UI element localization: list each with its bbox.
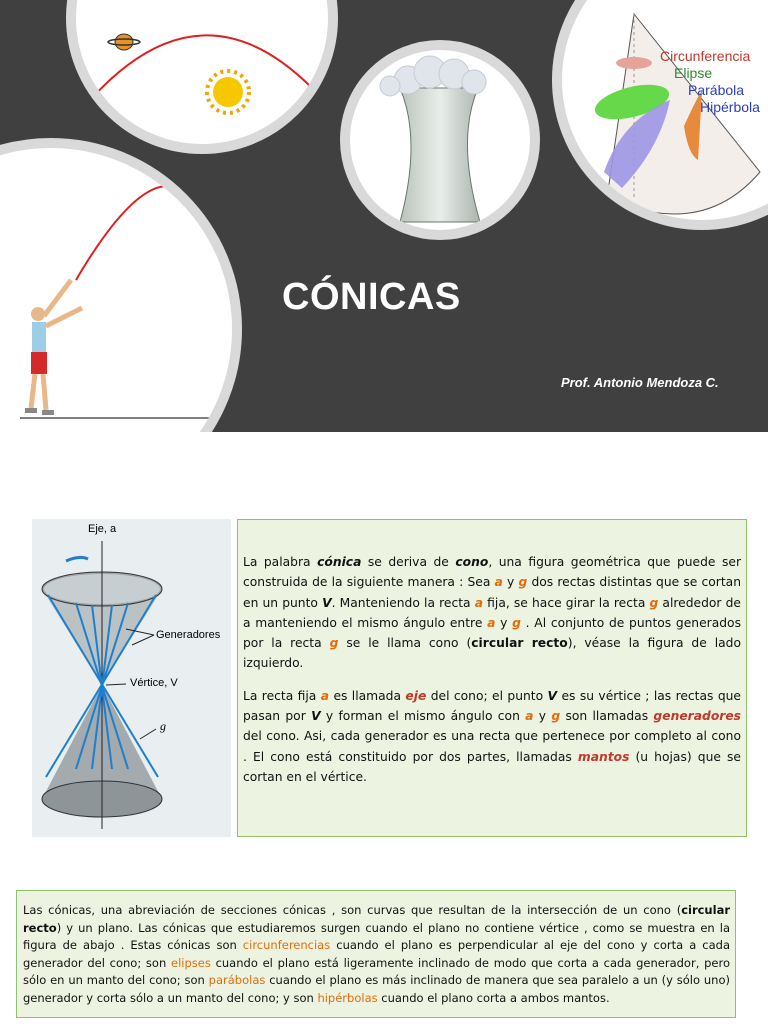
conic-sections-illustration [552, 0, 768, 230]
author-name: Prof. Antonio Mendoza C. [561, 375, 719, 390]
ellipse-label: Elipse [674, 65, 713, 81]
page-title: CÓNICAS [282, 276, 461, 318]
sun-icon [207, 71, 249, 113]
axis-label: Eje, a [88, 523, 117, 535]
hyperbola-label: Hipérbola [700, 99, 760, 115]
parabola-label: Parábola [688, 82, 745, 98]
circle-label: Circunferencia [660, 48, 751, 64]
thrower-icon [0, 148, 232, 432]
definition-box [237, 519, 747, 837]
planet-orbit-icon [76, 0, 328, 144]
vertex-label: Vértice, V [130, 677, 178, 689]
definition-paragraph-1: La palabra cónica se deriva de cono, una figura geométrica que puede ser construida de la siguiente manera : Sea a y g dos rectas distintas que se cortan en un punto V. Manteniendo la recta a fija, se hace girar la recta g alrededor de a manteniendo el mismo ángulo entre a y g . Al conjunto de puntos generados por la recta g se le llama cono (circular recto), véase la figura de lado izquierdo. [243, 555, 741, 671]
cone-figure [32, 519, 231, 837]
conic-labels [660, 48, 760, 116]
generators-label: Generadores [156, 629, 221, 641]
projectile-illustration [0, 138, 242, 432]
cooling-tower-illustration [340, 40, 540, 240]
conics-description-box [16, 890, 736, 1018]
orbit-illustration [66, 0, 338, 154]
header-banner [0, 0, 768, 432]
g-label: g [160, 719, 166, 733]
conics-paragraph: Las cónicas, una abreviación de secciones cónicas , son curvas que resultan de la intersección de un cono (circular recto) y un plano. Las cónicas que estudiaremos surgen cuando el plano no contiene vértice , como se muestra en la figura de abajo . Estas cónicas son circunferencias cuando el plano es perpendicular al eje del cono y corta a cada generador del cono; son elipses cuando el plano está ligeramente inclinado de modo que corta a cada generador, pero sólo en un manto del cono; son parábolas cuando el plano es más inclinado de manera que sea paralelo a un (y sólo uno) generador y corta sólo a un manto del cono; y son hipérbolas cuando el plano corta a ambos mantos. [23, 903, 730, 1005]
cooling-tower-icon [350, 50, 530, 230]
definition-paragraph-2: La recta fija a es llamada eje del cono; el punto V es su vértice ; las rectas que pasan por V y forman el mismo ángulo con a y g son llamadas generadores del cono. Asi, cada generador es una recta que pertenece por completo al cono . El cono está constituido por dos partes, llamadas mantos (u hojas) que se cortan en el vértice. [243, 688, 741, 784]
